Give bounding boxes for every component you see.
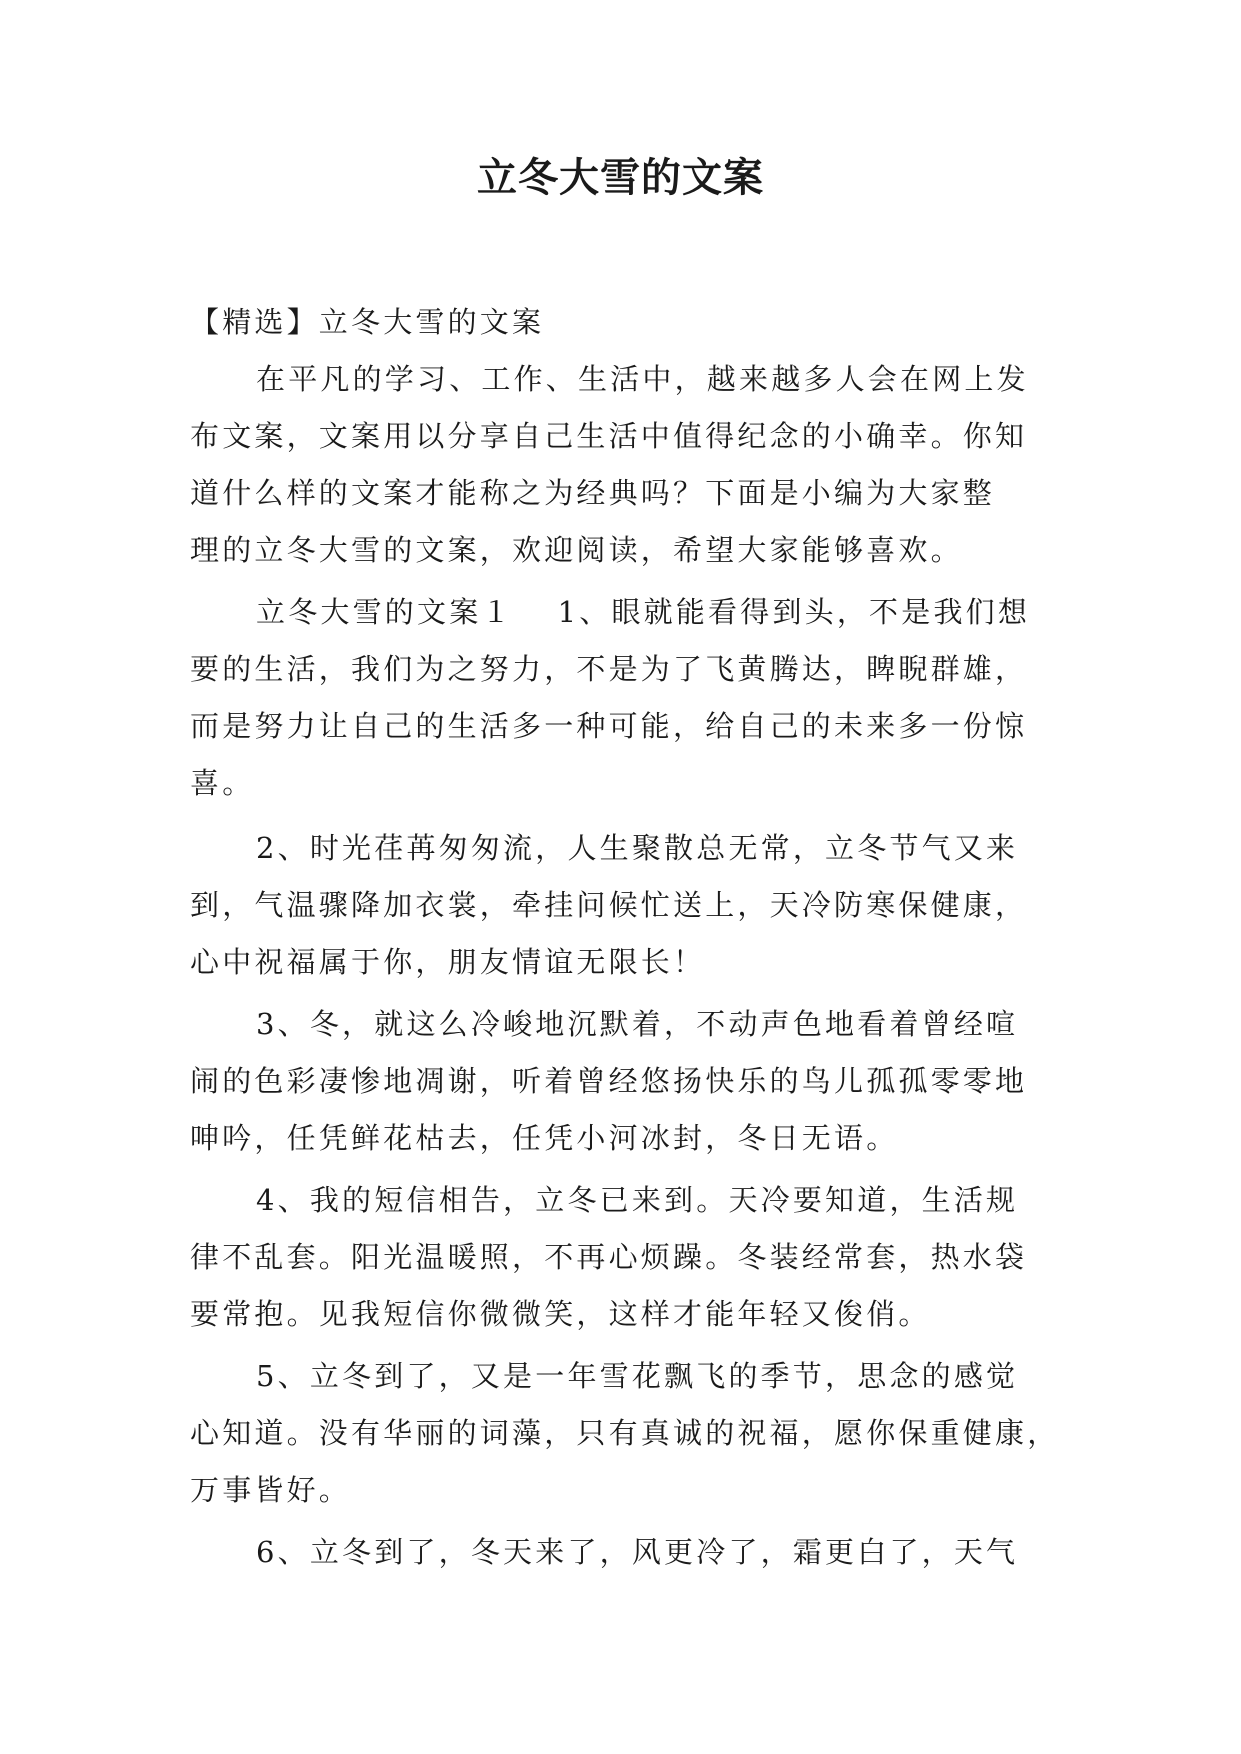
paragraph-line: 心中祝福属于你，朋友情谊无限长！ xyxy=(190,945,706,979)
document-body xyxy=(190,294,1062,1581)
document-title: 立冬大雪的文案 xyxy=(477,155,764,201)
paragraph-line: 呻吟，任凭鲜花枯去，任凭小河冰封，冬日无语。 xyxy=(190,1121,899,1155)
paragraph-line: 闹的色彩凄惨地凋谢，听着曾经悠扬快乐的鸟儿孤孤零零地 xyxy=(190,1064,1028,1098)
paragraph-line: 在平凡的学习、工作、生活中，越来越多人会在网上发 xyxy=(256,362,1029,396)
item-1-paragraph xyxy=(190,584,1062,812)
paragraph-line: 到，气温骤降加衣裳，牵挂问候忙送上，天冷防寒保健康， xyxy=(190,888,1028,922)
paragraph-line: 理的立冬大雪的文案，欢迎阅读，希望大家能够喜欢。 xyxy=(190,533,963,567)
item-4-paragraph xyxy=(190,1172,1062,1343)
paragraph-line: 3、冬，就这么冷峻地沉默着，不动声色地看着曾经喧 xyxy=(256,1007,1019,1041)
intro-heading: 【精选】立冬大雪的文案 xyxy=(190,305,545,339)
intro-paragraph xyxy=(190,351,1062,579)
paragraph-line: 2、时光荏苒匆匆流，人生聚散总无常，立冬节气又来 xyxy=(256,831,1019,865)
paragraph-line: 万事皆好。 xyxy=(190,1473,352,1507)
paragraph-line: 布文案，文案用以分享自己生活中值得纪念的小确幸。你知 xyxy=(190,419,1028,453)
item-5-paragraph xyxy=(190,1348,1062,1519)
paragraph-line: 律不乱套。阳光温暖照，不再心烦躁。冬装经常套，热水袋 xyxy=(190,1240,1028,1274)
item-1-first-line: 1、眼就能看得到头，不是我们想 xyxy=(557,595,1031,629)
item-3-paragraph xyxy=(190,996,1062,1167)
paragraph-line: 要常抱。见我短信你微微笑，这样才能年轻又俊俏。 xyxy=(190,1297,931,1331)
paragraph-line xyxy=(190,584,1062,641)
paragraph-line: 5、立冬到了，又是一年雪花飘飞的季节，思念的感觉 xyxy=(256,1359,1019,1393)
item-2-paragraph xyxy=(190,820,1062,991)
paragraph-line: 喜。 xyxy=(190,766,255,800)
paragraph-line: 6、立冬到了，冬天来了，风更冷了，霜更白了，天气 xyxy=(256,1535,1019,1569)
paragraph-line: 心知道。没有华丽的词藻，只有真诚的祝福，愿你保重健康， xyxy=(190,1416,1060,1450)
item-6-paragraph xyxy=(190,1524,1062,1581)
paragraph-line: 要的生活，我们为之努力，不是为了飞黄腾达，睥睨群雄， xyxy=(190,652,1028,686)
paragraph-line: 而是努力让自己的生活多一种可能，给自己的未来多一份惊 xyxy=(190,709,1028,743)
paragraph-line: 4、我的短信相告，立冬已来到。天冷要知道，生活规 xyxy=(256,1183,1019,1217)
paragraph-line: 道什么样的文案才能称之为经典吗？下面是小编为大家整 xyxy=(190,476,996,510)
section-label: 立冬大雪的文案１ xyxy=(256,595,514,629)
